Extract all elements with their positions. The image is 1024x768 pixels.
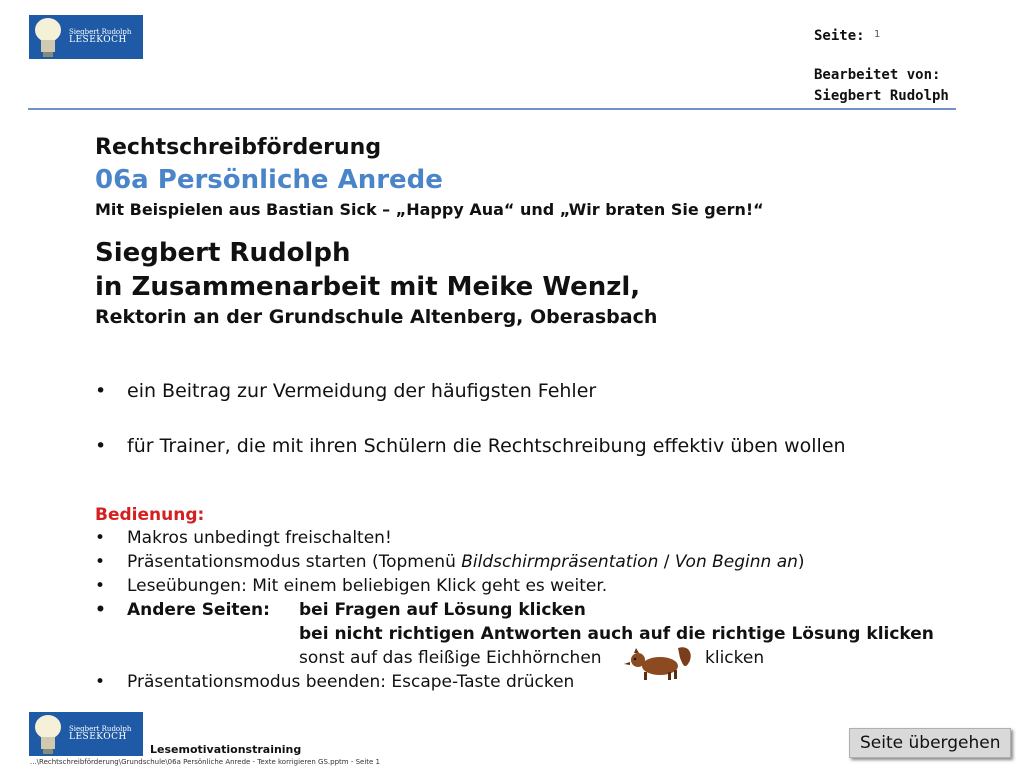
list-item: • ein Beitrag zur Vermeidung der häufigsten Fehler — [95, 380, 597, 402]
edited-label: Bearbeitet von: — [814, 67, 941, 83]
page-number: 1 — [874, 29, 881, 40]
instruction-line1: bei Fragen auf Lösung klicken — [299, 600, 586, 620]
author-name: Siegbert Rudolph — [95, 238, 351, 268]
title-subline: Mit Beispielen aus Bastian Sick – „Happy Aua“ und „Wir braten Sie gern!“ — [95, 200, 764, 219]
page-title: 06a Persönliche Anrede — [95, 165, 443, 195]
footer-path: ...\Rechtschreibförderung\Grundschule\06a Persönliche Anrede - Texte korrigieren GS.pptm - Seite 1 — [30, 758, 380, 766]
instruction-line3-post: klicken — [705, 648, 765, 668]
instruction-line2: bei nicht richtigen Antworten auch auf die richtige Lösung klicken — [299, 624, 934, 644]
list-item: • Andere Seiten: — [95, 600, 270, 620]
instruction-line3-pre: sonst auf das fleißige Eichhörnchen — [299, 648, 602, 668]
bedienung-heading: Bedienung: — [95, 505, 205, 525]
logo-line1: Siegbert Rudolph — [69, 27, 132, 36]
lightbulb-icon — [29, 15, 69, 59]
list-item: • für Trainer, die mit ihren Schülern die Rechtschreibung effektiv üben wollen — [95, 435, 846, 457]
footer-label: Lesemotivationstraining — [150, 743, 302, 756]
header-divider — [28, 108, 956, 110]
logo-line2: LESEKOCH — [69, 34, 127, 45]
author-role: Rektorin an der Grundschule Altenberg, Oberasbach — [95, 306, 658, 328]
skip-page-button[interactable]: Seite übergehen — [849, 728, 1011, 758]
lightbulb-icon — [29, 712, 69, 756]
page-label: Seite: — [814, 28, 865, 44]
author-collab: in Zusammenarbeit mit Meike Wenzl, — [95, 272, 641, 302]
list-item: • Makros unbedingt freischalten! — [95, 528, 392, 548]
leesekoch-logo — [29, 15, 143, 59]
list-item: • Präsentationsmodus starten (Topmenü Bildschirmpräsentation / Von Beginn an) — [95, 552, 805, 572]
title-line1: Rechtschreibförderung — [95, 135, 382, 160]
list-item: • Präsentationsmodus beenden: Escape-Taste drücken — [95, 672, 575, 692]
authors-block — [95, 236, 640, 304]
editor-name: Siegbert Rudolph — [814, 88, 949, 104]
list-item: • Leseübungen: Mit einem beliebigen Klick geht es weiter. — [95, 576, 608, 596]
footer-logo: Siegbert Rudolph LESEKOCH — [29, 712, 143, 756]
